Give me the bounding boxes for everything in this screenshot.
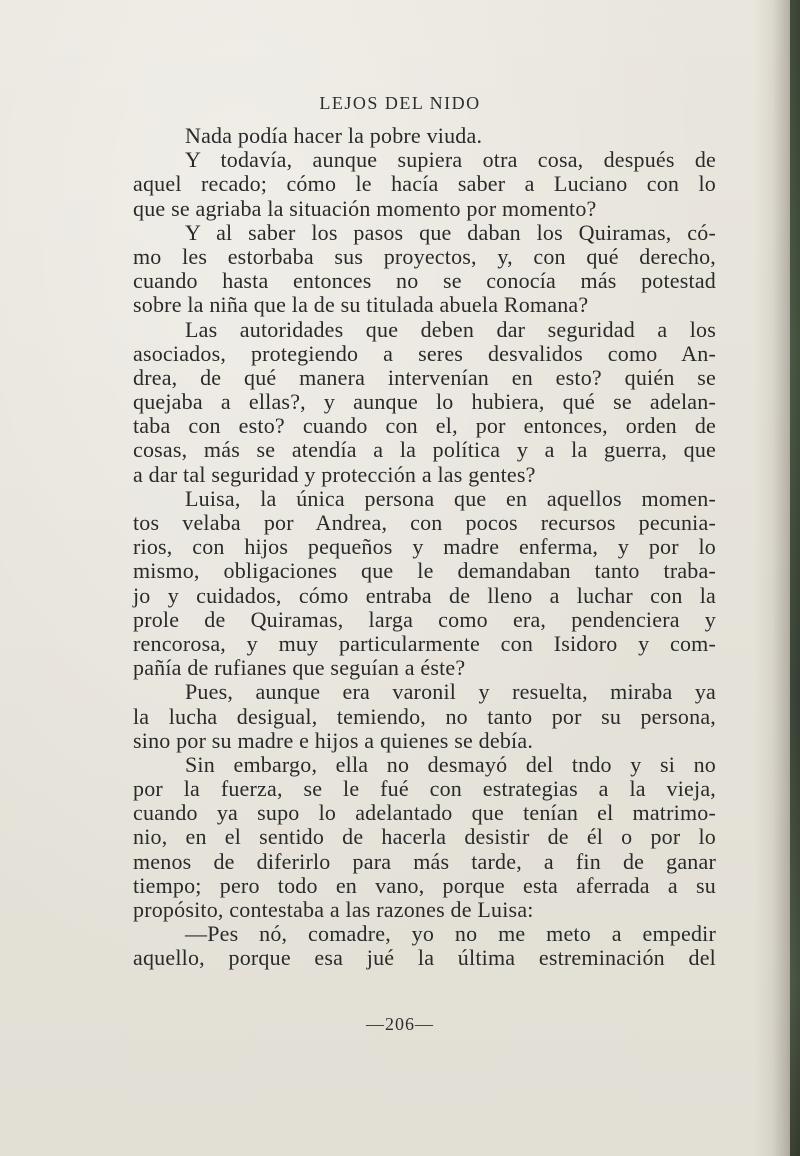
text-line: drea, de qué manera intervenían en esto? quién se <box>133 364 716 390</box>
text-line: taba con esto? cuando con el, por entonces, orden de <box>133 413 716 439</box>
text-line: —Pes nó, comadre, yo no me meto a empedir <box>185 921 716 947</box>
text-line: tiempo; pero todo en vano, porque esta aferrada a su <box>133 872 716 898</box>
text-line: rios, con hijos pequeños y madre enferma, y por lo <box>133 534 716 560</box>
binding-edge <box>790 0 800 1156</box>
text-line: nio, en el sentido de hacerla desistir de él o por lo <box>133 824 716 850</box>
text-line: sobre la niña que la de su titulada abuela Romana? <box>133 292 589 318</box>
text-line: cuando hasta entonces no se conocía más potestad <box>133 268 716 294</box>
text-line: aquello, porque esa jué la última estreminación del <box>133 945 716 971</box>
text-line: cuando ya supo lo adelantado que tenían el matrimo- <box>133 800 716 826</box>
text-line: mo les estorbaba sus proyectos, y, con qué derecho, <box>133 243 716 269</box>
text-line: jo y cuidados, cómo entraba de lleno a luchar con la <box>133 582 716 608</box>
text-line: Luisa, la única persona que en aquellos momen- <box>185 485 716 511</box>
text-line: asociados, protegiendo a seres desvalidos como An- <box>133 340 716 366</box>
text-line: cosas, más se atendía a la política y a la guerra, que <box>133 437 716 463</box>
text-line: Sin embargo, ella no desmayó del tndo y si no <box>185 751 716 777</box>
text-line: aquel recado; cómo le hacía saber a Luciano con lo <box>133 171 716 197</box>
text-line: prole de Quiramas, larga como era, pendenciera y <box>133 606 716 632</box>
text-line: propósito, contestaba a las razones de Luisa: <box>133 897 534 922</box>
text-line: Las autoridades que deben dar seguridad a los <box>185 316 716 342</box>
running-head: LEJOS DEL NIDO <box>319 93 481 113</box>
text-line: Pues, aunque era varonil y resuelta, miraba ya <box>185 679 716 705</box>
text-line: a dar tal seguridad y protección a las gentes? <box>133 461 536 487</box>
body-text <box>133 124 716 971</box>
text-line: rencorosa, y muy particularmente con Isidoro y com- <box>133 630 716 656</box>
text-line: quejaba a ellas?, y aunque lo hubiera, qué se adelan- <box>133 389 716 415</box>
text-line: Y al saber los pasos que daban los Quiramas, có- <box>185 219 716 245</box>
text-line: por la fuerza, se le fué con estrategias a la vieja, <box>133 776 716 802</box>
text-line: pañía de rufianes que seguían a éste? <box>133 655 466 681</box>
text-line: Y todavía, aunque supiera otra cosa, después de <box>185 147 716 173</box>
text-line: la lucha desigual, temiendo, no tanto por su persona, <box>133 703 716 729</box>
text-line: sino por su madre e hijos a quienes se debía. <box>133 727 534 753</box>
text-line: mismo, obligaciones que le demandaban tanto traba- <box>133 558 716 584</box>
text-line: Nada podía hacer la pobre viuda. <box>185 123 483 148</box>
text-line: tos velaba por Andrea, con pocos recursos pecunia- <box>133 510 716 535</box>
page-number: —206— <box>366 1014 434 1034</box>
text-line: que se agriaba la situación momento por momento? <box>133 195 597 221</box>
text-line: menos de diferirlo para más tarde, a fin de ganar <box>133 848 716 874</box>
